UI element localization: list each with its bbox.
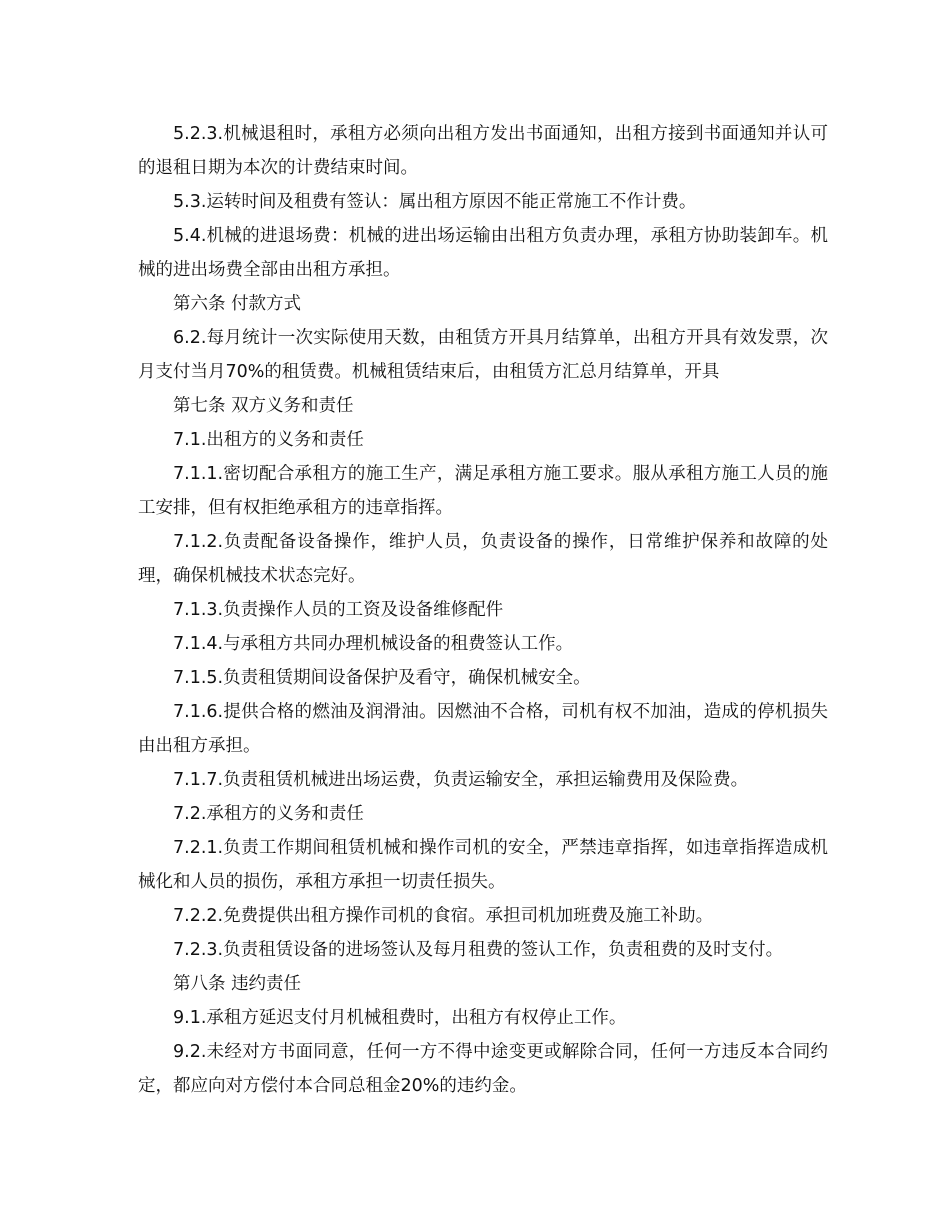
paragraph-7-1-1: 7.1.1.密切配合承租方的施工生产，满足承租方施工要求。服从承租方施工人员的施工安排，但有权拒绝承租方的违章指挥。	[138, 464, 828, 518]
paragraph-7-1-6: 7.1.6.提供合格的燃油及润滑油。因燃油不合格，司机有权不加油，造成的停机损失由出租方承担。	[138, 702, 828, 756]
paragraph-7-2: 7.2.承租方的义务和责任	[173, 804, 364, 824]
paragraph-7-1-7: 7.1.7.负责租赁机械进出场运费，负责运输安全，承担运输费用及保险费。	[173, 770, 749, 790]
paragraph-7-1-2: 7.1.2.负责配备设备操作，维护人员，负责设备的操作，日常维护保养和故障的处理，确保机械技术状态完好。	[138, 532, 828, 586]
section-heading-article-6: 第六条 付款方式	[173, 294, 302, 314]
paragraph-7-2-3: 7.2.3.负责租赁设备的进场签认及每月租费的签认工作，负责租费的及时支付。	[173, 940, 784, 960]
paragraph-7-1-5: 7.1.5.负责租赁期间设备保护及看守，确保机械安全。	[173, 668, 591, 688]
paragraph-7-2-2: 7.2.2.免费提供出租方操作司机的食宿。承担司机加班费及施工补助。	[173, 906, 714, 926]
paragraph-5-4: 5.4.机械的进退场费：机械的进出场运输由出租方负责办理，承租方协助装卸车。机械的进出场费全部由出租方承担。	[138, 226, 828, 280]
paragraph-9-1: 9.1.承租方延迟支付月机械租费时，出租方有权停止工作。	[173, 1008, 627, 1028]
paragraph-7-1: 7.1.出租方的义务和责任	[173, 430, 364, 450]
paragraph-9-2: 9.2.未经对方书面同意，任何一方不得中途变更或解除合同，任何一方违反本合同约定，都应向对方偿付本合同总租金20%的违约金。	[138, 1042, 828, 1096]
section-heading-article-7: 第七条 双方义务和责任	[173, 396, 354, 416]
paragraph-5-3: 5.3.运转时间及租费有签认：属出租方原因不能正常施工不作计费。	[173, 192, 697, 212]
paragraph-6-2: 6.2.每月统计一次实际使用天数，由租赁方开具月结算单，出租方开具有效发票，次月支付当月70%的租赁费。机械租赁结束后，由租赁方汇总月结算单，开具	[138, 328, 828, 382]
section-heading-article-8: 第八条 违约责任	[173, 974, 302, 994]
document-body	[138, 117, 828, 1103]
paragraph-7-1-3: 7.1.3.负责操作人员的工资及设备维修配件	[173, 600, 504, 620]
paragraph-7-2-1: 7.2.1.负责工作期间租赁机械和操作司机的安全，严禁违章指挥，如违章指挥造成机械化和人员的损伤，承租方承担一切责任损失。	[138, 838, 828, 892]
paragraph-7-1-4: 7.1.4.与承租方共同办理机械设备的租费签认工作。	[173, 634, 574, 654]
paragraph-5-2-3: 5.2.3.机械退租时，承租方必须向出租方发出书面通知，出租方接到书面通知并认可的退租日期为本次的计费结束时间。	[138, 124, 828, 178]
